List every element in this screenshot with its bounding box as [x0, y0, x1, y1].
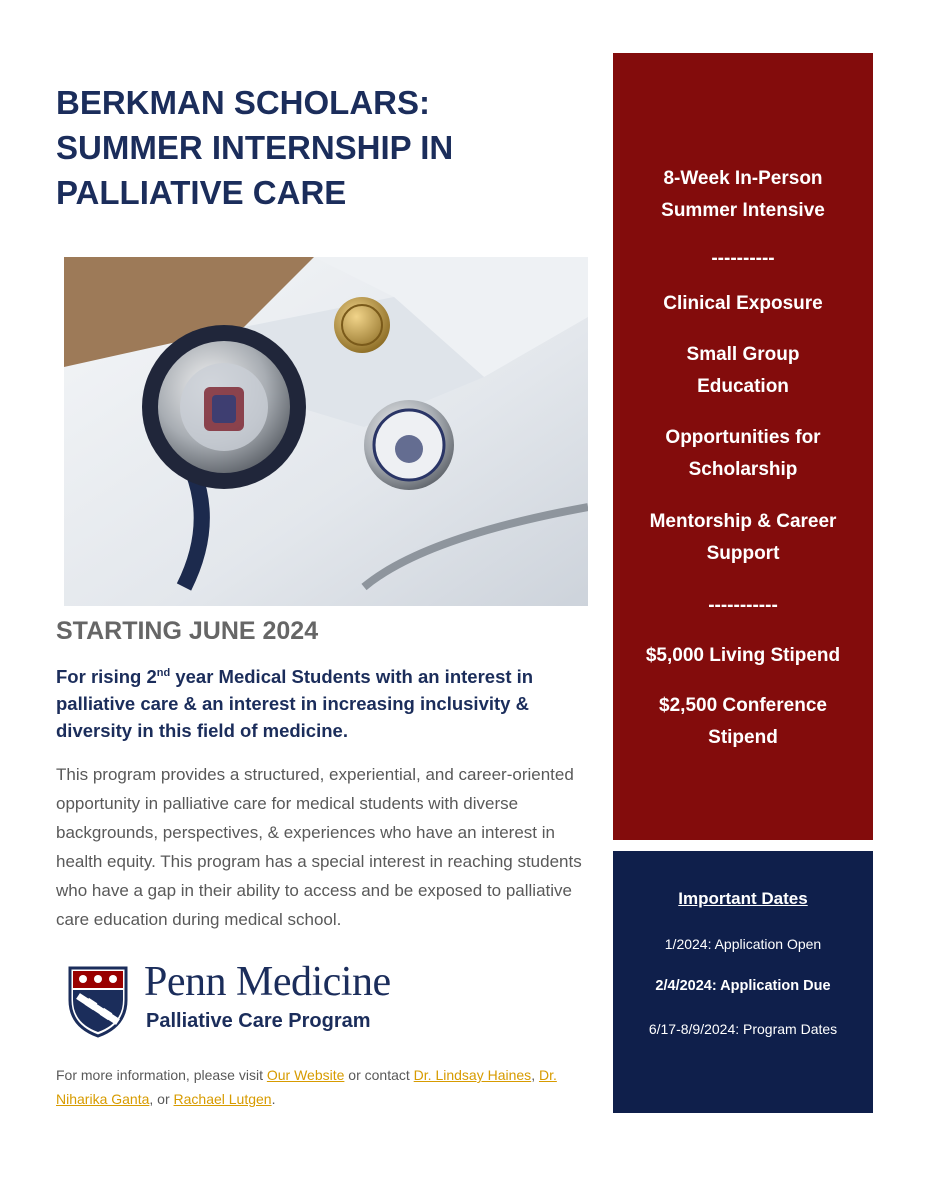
highlight-clinical: Clinical Exposure — [663, 293, 823, 314]
title-line-3: PALLIATIVE CARE — [56, 174, 347, 211]
contact-separator-2: , or — [149, 1091, 174, 1107]
subtitle-superscript: nd — [156, 666, 171, 679]
highlight-living-stipend: $5,000 Living Stipend — [645, 645, 841, 666]
date-application-due: 2/4/2024: Application Due — [655, 978, 831, 994]
highlights-panel — [613, 53, 873, 840]
penn-medicine-logo — [68, 959, 438, 1040]
highlight-mentorship: Mentorship & Career Support — [649, 511, 837, 564]
subtitle-part-1: For rising 2 — [56, 666, 157, 687]
date-program: 6/17-8/9/2024: Program Dates — [648, 1021, 838, 1037]
contact-link-haines[interactable]: Dr. Lindsay Haines — [413, 1067, 532, 1083]
audience-subtitle — [56, 663, 604, 744]
contact-or: or contact — [344, 1067, 414, 1083]
important-dates-panel — [613, 851, 873, 1113]
contact-end: . — [271, 1091, 276, 1107]
highlight-small-group: Small Group Education — [686, 344, 800, 397]
title-line-2: SUMMER INTERNSHIP IN — [56, 129, 454, 166]
subtitle-part-2: year Medical Students with an interest in palliative care & an interest in increasing inclusivity & diversity in this field of medicine. — [56, 666, 534, 741]
title-line-1: BERKMAN SCHOLARS: — [56, 84, 430, 121]
dates-heading: Important Dates — [678, 889, 808, 908]
program-description: This program provides a structured, experiential, and career-oriented opportunity in palliative care for medical students with diverse backgrounds, perspectives, & experiences who have an interest in health equity. This program has a special interest in reaching students who have a gap in their ability to access and be exposed to palliative care education during medical school. — [56, 765, 582, 929]
contact-intro: For more information, please visit — [56, 1067, 267, 1083]
contact-link-lutgen[interactable]: Rachael Lutgen — [173, 1091, 272, 1107]
highlight-divider-1: ---------- — [711, 248, 775, 269]
highlight-divider-2: ----------- — [708, 595, 778, 616]
page-title — [56, 80, 576, 215]
penn-shield-icon — [68, 966, 128, 1038]
highlight-intensive: 8-Week In-Person Summer Intensive — [661, 168, 825, 221]
logo-name: Penn Medicine — [144, 959, 391, 1005]
highlight-scholarship: Opportunities for Scholarship — [665, 427, 821, 480]
logo-program: Palliative Care Program — [146, 1010, 371, 1032]
contact-link-ganta[interactable]: Dr. Niharika Ganta — [56, 1067, 557, 1107]
contact-info — [56, 1063, 596, 1111]
website-link[interactable]: Our Website — [266, 1067, 345, 1083]
stethoscope-photo — [64, 257, 588, 606]
date-application-open: 1/2024: Application Open — [664, 936, 822, 952]
contact-separator-1: , — [531, 1067, 539, 1083]
highlight-conference-stipend: $2,500 Conference Stipend — [659, 695, 827, 748]
start-date-heading: STARTING JUNE 2024 — [56, 617, 319, 645]
